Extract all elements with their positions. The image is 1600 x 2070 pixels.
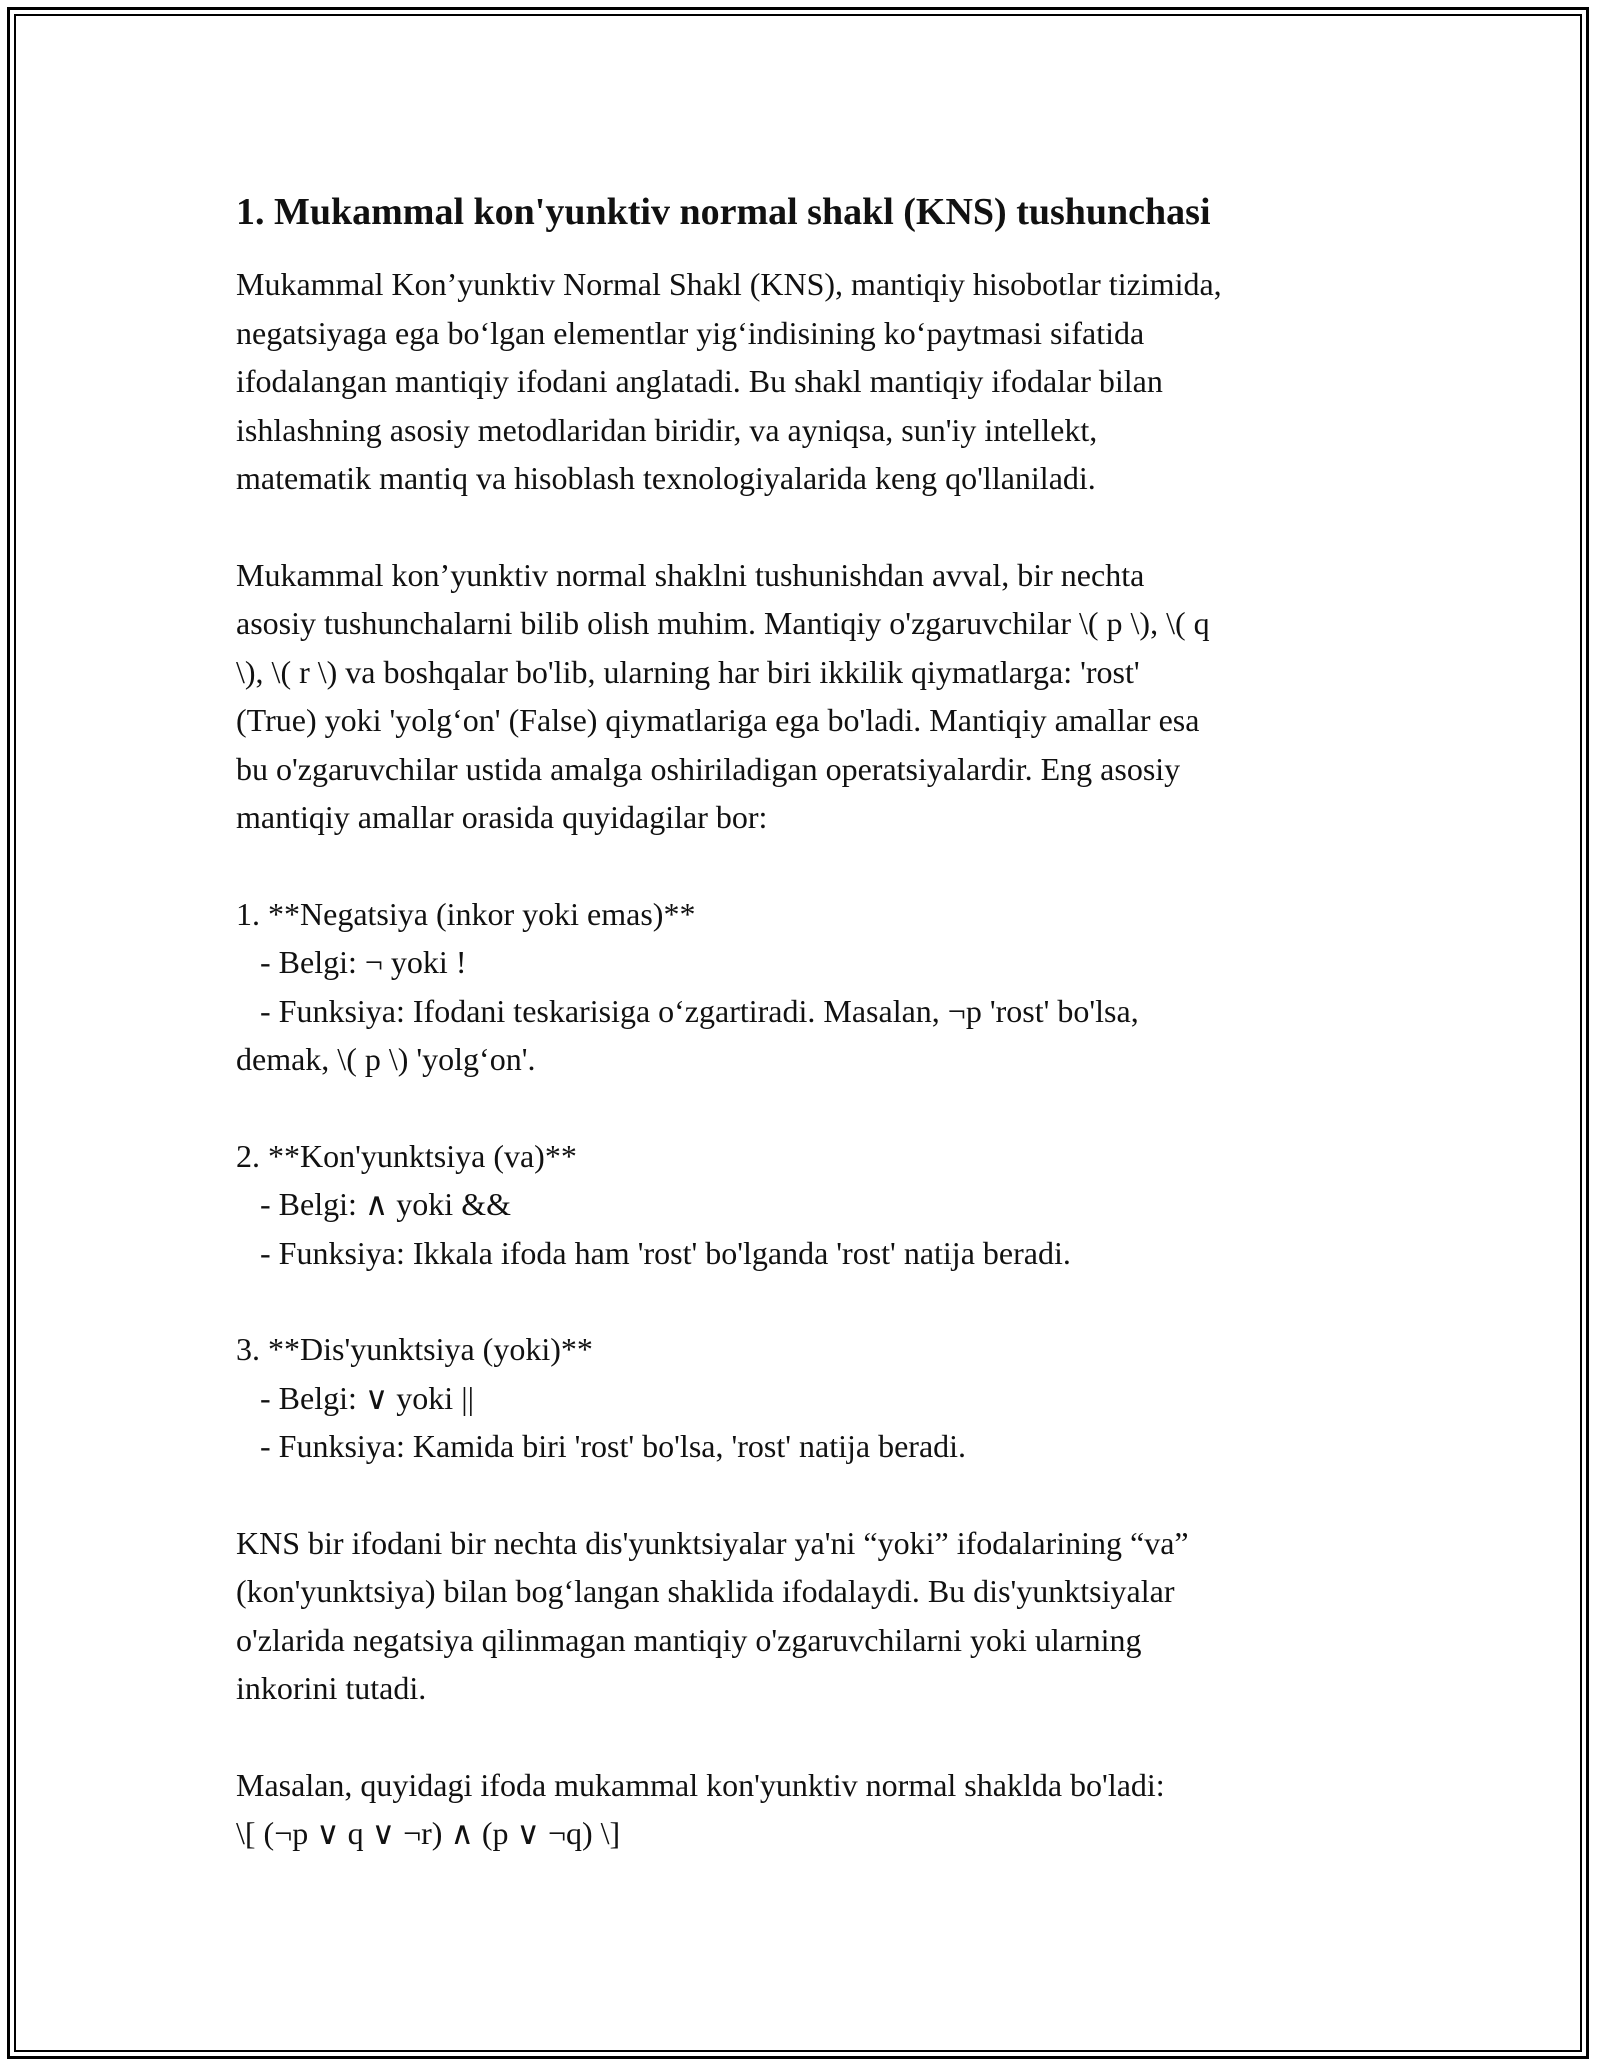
example-paragraph: Masalan, quyidagi ifoda mukammal kon'yunktiv normal shaklda bo'ladi: \[ (¬p ∨ q ∨ ¬r) ∧ (p ∨ ¬q) \] [236,1766,1165,1851]
paragraph-spacer [236,1084,1376,1132]
section-title: 1. Mukammal kon'yunktiv normal shakl (KNS) tushunchasi [236,191,1211,233]
paragraph-spacer [236,1277,1376,1325]
list-item-negation: 1. **Negatsiya (inkor yoki emas)** - Belgi: ¬ yoki ! - Funksiya: Ifodani teskarisiga o‘zgartiradi. Masalan, ¬p 'rost' bo'lsa, demak, \( p \) 'yolg‘on'. [236,895,1139,1077]
document-body [236,186,1376,1858]
paragraph-spacer [236,1471,1376,1519]
paragraph-spacer [236,842,1376,890]
list-item-conjunction: 2. **Kon'yunktsiya (va)** - Belgi: ∧ yoki && - Funksiya: Ikkala ifoda ham 'rost' bo'lganda 'rost' natija beradi. [236,1137,1071,1271]
kns-definition-paragraph: KNS bir ifodani bir nechta dis'yunktsiyalar ya'ni “yoki” ifodalarining “va” (kon'yunktsiya) bilan bog‘langan shaklida ifodalaydi. Bu dis'yunktsiyalar o'zlarida negatsiya qilinmagan mantiqiy o'zgaruvchilarni yoki ularning inkorini tutadi. [236,1524,1189,1706]
list-item-disjunction: 3. **Dis'yunktsiya (yoki)** - Belgi: ∨ yoki || - Funksiya: Kamida biri 'rost' bo'lsa, 'rost' natija beradi. [236,1331,967,1464]
concepts-paragraph: Mukammal kon’yunktiv normal shaklni tushunishdan avval, bir nechta asosiy tushunchalarni bilib olish muhim. Mantiqiy o'zgaruvchilar \( p \), \( q \), \( r \) va boshqalar bo'lib, ularning har biri ikkilik qiymatlarga: 'rost' (True) yoki 'yolg‘on' (False) qiymatlariga ega bo'ladi. Mantiqiy amallar esa bu o'zgaruvchilar ustida amalga oshiriladigan operatsiyalardir. Eng asosiy mantiqiy amallar orasida quyidagilar bor: [236,556,1210,835]
intro-paragraph: Mukammal Kon’yunktiv Normal Shakl (KNS), mantiqiy hisobotlar tizimida, negatsiyaga ega bo‘lgan elementlar yig‘indisining ko‘paytmasi sifatida ifodalangan mantiqiy ifodani anglatadi. Bu shakl mantiqiy ifodalar bilan ishlashning asosiy metodlaridan biridir, va ayniqsa, sun'iy intellekt, matematik mantiq va hisoblash texnologiyalarida keng qo'llaniladi. [236,266,1222,496]
paragraph-spacer [236,503,1376,551]
paragraph-spacer [236,1713,1376,1761]
